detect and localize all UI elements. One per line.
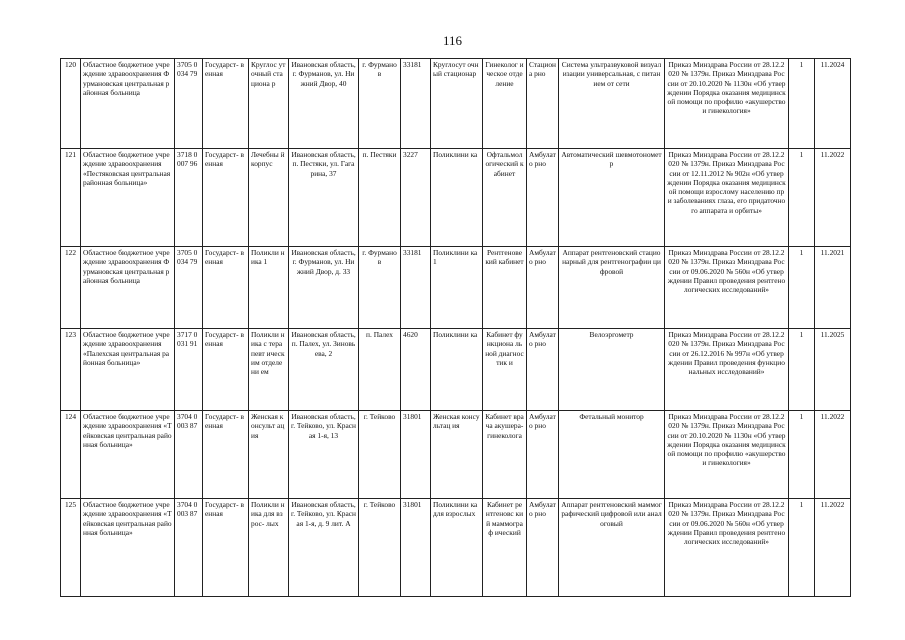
ownership-form-cell: Государст- венная (203, 329, 249, 411)
care-type-cell: Стациона рно (527, 59, 559, 149)
room-cell: Гинеколог ическое отделение (483, 59, 527, 149)
row-number: 124 (61, 411, 81, 499)
ownership-form-cell: Государст- венная (203, 247, 249, 329)
row-number: 121 (61, 149, 81, 247)
locality-cell: п. Пестяки (359, 149, 401, 247)
order-cell: Приказ Минздрава России от 28.12.2020 № 1379н. Приказ Минздрава России от 09.06.2020 № 560н «Об утверждении Правил проведения рентгенологических исследований» (665, 247, 789, 329)
locality-cell: г. Фурмано в (359, 59, 401, 149)
organization-cell: Областное бюджетное учреждение здравоохранения Фурмановская центральная районная больница (81, 59, 175, 149)
order-cell: Приказ Минздрава России от 28.12.2020 № 1379н. Приказ Минздрава России от 26.12.2016 № 997н «Об утверждении Правил проведения функциональных исследований» (665, 329, 789, 411)
room-cell: Кабинет рентгеновс кий маммограф ический (483, 499, 527, 597)
ownership-form-cell: Государст- венная (203, 499, 249, 597)
unit-cell: Поликли ника для взрос- лых (249, 499, 289, 597)
equipment-cell: Автоматический шевмотонометр (559, 149, 665, 247)
equipment-cell: Аппарат рентгеновский стационарный для рентгенографии цифровой (559, 247, 665, 329)
quantity-cell: 1 (789, 149, 815, 247)
locality-cell: п. Палех (359, 329, 401, 411)
organization-cell: Областное бюджетное учреждение здравоохранения «Тейковская центральная районная больница» (81, 411, 175, 499)
address-cell: Ивановская область, п. Пестяки, ул. Гагарина, 37 (289, 149, 359, 247)
address-cell: Ивановская область, г. Фурманов, ул. Нижний Двор, 40 (289, 59, 359, 149)
locality-cell: г. Тейково (359, 499, 401, 597)
subdivision-cell: Поликлини ка для взрослых (431, 499, 483, 597)
code-cell: 3717 0031 91 (175, 329, 203, 411)
care-type-cell: Амбулато рно (527, 329, 559, 411)
equipment-cell: Фетальный монитор (559, 411, 665, 499)
ownership-form-cell: Государст- венная (203, 59, 249, 149)
date-cell: 11.2022 (815, 149, 851, 247)
equipment-table (60, 58, 851, 597)
room-cell: Кабинет функциона льной диагностик и (483, 329, 527, 411)
organization-cell: Областное бюджетное учреждение здравоохранения «Пестяковская центральная районная больница» (81, 149, 175, 247)
code-cell: 3718 0007 96 (175, 149, 203, 247)
room-cell: Офтальмол огический кабинет (483, 149, 527, 247)
table-row (61, 411, 851, 499)
organization-cell: Областное бюджетное учреждение здравоохранения «Тейковская центральная районная больница» (81, 499, 175, 597)
subdivision-cell: Женская консультац ия (431, 411, 483, 499)
code-cell: 3704 0003 87 (175, 499, 203, 597)
locality-cell: г. Тейково (359, 411, 401, 499)
code-cell: 3705 0034 79 (175, 247, 203, 329)
equipment-cell: Система ультразвуковой визуализации универсальная, с питанием от сети (559, 59, 665, 149)
unit-cell: Поликли ника с терапевт ическим отделени ем (249, 329, 289, 411)
date-cell: 11.2021 (815, 247, 851, 329)
unit-cell: Лечебны й корпус (249, 149, 289, 247)
order-cell: Приказ Минздрава России от 28.12.2020 № 1379н. Приказ Минздрава России от 20.10.2020 № 1130н «Об утверждении Порядка оказания медицинской помощи по профилю «акушерство и гинекология» (665, 59, 789, 149)
address-cell: Ивановская область, г. Фурманов, ул. Нижний Двор, д. 33 (289, 247, 359, 329)
quantity-cell: 1 (789, 59, 815, 149)
code-cell: 3705 0034 79 (175, 59, 203, 149)
quantity-cell: 1 (789, 411, 815, 499)
unit-cell: Поликли ника 1 (249, 247, 289, 329)
table-row (61, 59, 851, 149)
locality-cell: г. Фурмано в (359, 247, 401, 329)
oktmo-cell: 33181 (401, 247, 431, 329)
unit-cell: Женская консульт ация (249, 411, 289, 499)
code-cell: 3704 0003 87 (175, 411, 203, 499)
table-body (61, 59, 851, 597)
quantity-cell: 1 (789, 499, 815, 597)
address-cell: Ивановская область, п. Палех, ул. Зиновьева, 2 (289, 329, 359, 411)
care-type-cell: Амбулато рно (527, 411, 559, 499)
care-type-cell: Амбулато рно (527, 149, 559, 247)
row-number: 125 (61, 499, 81, 597)
equipment-cell: Аппарат рентгеновский маммографический цифровой или аналоговый (559, 499, 665, 597)
oktmo-cell: 31801 (401, 411, 431, 499)
row-number: 120 (61, 59, 81, 149)
equipment-cell: Велоэргометр (559, 329, 665, 411)
address-cell: Ивановская область, г. Тейково, ул. Красная 1-я, 13 (289, 411, 359, 499)
table-row (61, 329, 851, 411)
order-cell: Приказ Минздрава России от 28.12.2020 № 1379н. Приказ Минздрава России от 20.10.2020 № 1130н «Об утверждении Порядка оказания медицинской помощи по профилю «акушерство и гинекология» (665, 411, 789, 499)
care-type-cell: Амбулато рно (527, 499, 559, 597)
order-cell: Приказ Минздрава России от 28.12.2020 № 1379н. Приказ Минздрава России от 12.11.2012 № 902н «Об утверждении Порядка оказания медицинской помощи взрослому населению при заболеваниях глаза, его придаточного аппарата и орбиты» (665, 149, 789, 247)
subdivision-cell: Поликлини ка (431, 329, 483, 411)
table-row (61, 149, 851, 247)
date-cell: 11.2024 (815, 59, 851, 149)
table-row (61, 499, 851, 597)
subdivision-cell: Круглосут очный стационар (431, 59, 483, 149)
subdivision-cell: Поликлини ка (431, 149, 483, 247)
row-number: 122 (61, 247, 81, 329)
oktmo-cell: 4620 (401, 329, 431, 411)
subdivision-cell: Поликлини ка 1 (431, 247, 483, 329)
quantity-cell: 1 (789, 329, 815, 411)
care-type-cell: Амбулато рно (527, 247, 559, 329)
date-cell: 11.2025 (815, 329, 851, 411)
address-cell: Ивановская область, г. Тейково, ул. Красная 1-я, д. 9 лит. А (289, 499, 359, 597)
quantity-cell: 1 (789, 247, 815, 329)
date-cell: 11.2022 (815, 411, 851, 499)
row-number: 123 (61, 329, 81, 411)
oktmo-cell: 3227 (401, 149, 431, 247)
organization-cell: Областное бюджетное учреждение здравоохранения Фурмановская центральная районная больница (81, 247, 175, 329)
ownership-form-cell: Государст- венная (203, 149, 249, 247)
table-row (61, 247, 851, 329)
unit-cell: Круглос уточный стациона р (249, 59, 289, 149)
room-cell: Рентгенове кий кабинет (483, 247, 527, 329)
organization-cell: Областное бюджетное учреждение здравоохранения «Палехская центральная районная больница» (81, 329, 175, 411)
ownership-form-cell: Государст- венная (203, 411, 249, 499)
oktmo-cell: 31801 (401, 499, 431, 597)
room-cell: Кабинет врача акушера- гинеколога (483, 411, 527, 499)
page-number: 116 (442, 33, 463, 48)
order-cell: Приказ Минздрава России от 28.12.2020 № 1379н. Приказ Минздрава России от 09.06.2020 № 560н «Об утверждении Правил проведения рентгенологических исследований» (665, 499, 789, 597)
date-cell: 11.2022 (815, 499, 851, 597)
oktmo-cell: 33181 (401, 59, 431, 149)
